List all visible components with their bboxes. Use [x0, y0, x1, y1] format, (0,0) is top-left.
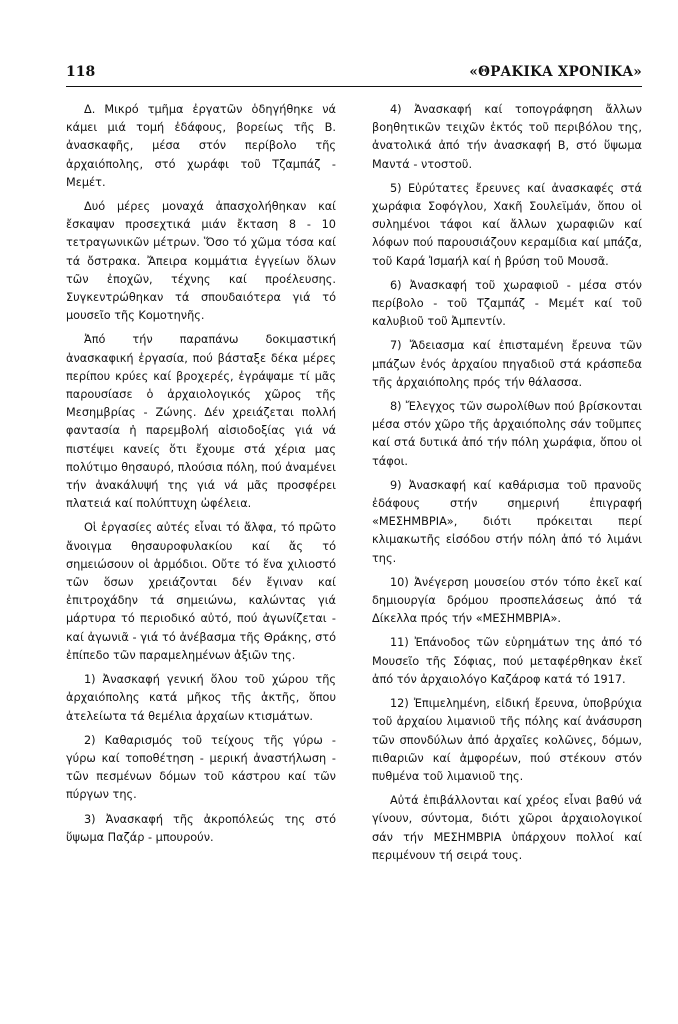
left-column — [66, 101, 336, 853]
page-header — [66, 64, 642, 84]
list-item: 9) Ἀνασκαφή καί καθάρισμα τοῦ πρανοῦς ἐδάφους στήν σημερινή ἐπιγραφή «ΜΕΣΗΜΒΡΙΑ», διότι πρόκειται περί κλιμακωτῆς εἰσόδου στήν πόλη ἀπό τό λιμάνι της. — [372, 478, 642, 565]
list-item: 10) Ἀνέγερση μουσείου στόν τόπο ἐκεῖ καί δημιουργία δρόμου προσπελάσεως ἀπό τά Δίκελλα πρός τήν «ΜΕΣΗΜΒΡΙΑ». — [372, 575, 642, 626]
page-number: 118 — [66, 64, 96, 80]
list-item: 7) Ἄδειασμα καί ἐπισταμένη ἔρευνα τῶν μπάζων ἑνός ἀρχαίου πηγαδιοῦ στά κράσπεδα τῆς ἀρχαιόπολης πρός τήν θάλασσα. — [372, 339, 642, 389]
list-item: 3) Ἀνασκαφή τῆς ἀκροπόλεώς της στό ὕψωμα Παζάρ - μπουρούν. — [66, 812, 336, 844]
journal-title: «ΘΡΑΚΙΚΑ ΧΡΟΝΙΚΑ» — [469, 64, 642, 80]
list-item: 5) Εὐρύτατες ἔρευνες καί ἀνασκαφές στά χωράφια Σοφόγλου, Χακῆ Σουλεϊμάν, ὅπου οἱ συλημένοι τάφοι καί ἄλλων χωραφιῶν καί λόφων πού παρουσιάζουν κεραμίδια καί μπάζα, τοῦ Καρά Ἰσμαήλ καί ἡ βρύση τοῦ Μουσᾶ. — [372, 181, 642, 268]
list-item: 11) Ἐπάνοδος τῶν εὑρημάτων της ἀπό τό Μουσεῖο τῆς Σόφιας, πού μεταφέρθηκαν ἐκεῖ ἀπό τόν ἀρχαιολόγο Καζάροφ κατά τό 1917. — [372, 636, 642, 686]
right-column — [372, 101, 642, 871]
list-item: 8) Ἔλεγχος τῶν σωρολίθων πού βρίσκονται μέσα στόν χῶρο τῆς ἀρχαιόπολης σάν τοῦμπες καί στά δυτικά ἀπό τήν πόλη χωράφια, ὅπου οἱ τάφοι. — [372, 400, 642, 468]
paragraph: Ἀπό τήν παραπάνω δοκιμαστική ἀνασκαφική ἐργασία, πού βάσταξε δέκα μέρες περίπου κρύες καί βροχερές, ἐγράψαμε τί μᾶς παρουσίασε ὁ ἀρχαιολογικός χῶρος τῆς Μεσημβρίας - Ζώνης. Δέν χρειάζεται πολλή φαντασία ἡ παρεμβολή αἰσιοδοξίας γιά νά πιστέψει κανείς ὅτι ἔχουμε στά χέρια μας πολύτιμο θησαυρό, πλούσια πόλη, πού ἀναμένει τήν ἀνακάλυψή της γιά νά μᾶς προσφέρει πλατειά καί πολύπτυχη ὠφέλεια. — [66, 333, 336, 511]
list-item: 2) Καθαρισμός τοῦ τείχους τῆς γύρω - γύρω καί τοποθέτηση - μερική ἀναστήλωση - τῶν πεσμένων δόμων τοῦ κάστρου καί τῶν πύργων της. — [66, 733, 336, 802]
paragraph: Δυό μέρες μοναχά ἀπασχολήθηκαν καί ἔσκαψαν προσεχτικά μιάν ἔκταση 8 - 10 τετραγωνικῶν μέτρων. Ὅσο τό χῶμα τόσα καί τά ὄστρακα. Ἄπειρα κομμάτια ἐγγείων ὅλων τῶν ἐποχῶν, τέχνης καί προέλευσης. Συγκεντρώθηκαν τά σπουδαιότερα γιά τό μουσεῖο τῆς Κομοτηνῆς. — [66, 200, 336, 323]
list-item: 4) Ἀνασκαφή καί τοπογράφηση ἄλλων βοηθητικῶν τειχῶν ἐκτός τοῦ περιβόλου της, ἀνατολικά ἀπό τήν ἀνασκαφή Β, στό ὕψωμα Μαντά - ντοστοῦ. — [372, 103, 642, 171]
paragraph: Αὐτά ἐπιβάλλονται καί χρέος εἶναι βαθύ νά γίνουν, σύντομα, διότι χῶροι ἀρχαιολογικοί σάν τήν ΜΕΣΗΜΒΡΙΑ ὑπάρχουν πολλοί καί περιμένουν τή σειρά τους. — [372, 794, 642, 862]
list-item: 6) Ἀνασκαφή τοῦ χωραφιοῦ - μέσα στόν περίβολο - τοῦ Τζαμπάζ - Μεμέτ καί τοῦ καλυβιοῦ τοῦ Ἀμπεντίν. — [372, 278, 642, 329]
paragraph: Οἱ ἐργασίες αὐτές εἶναι τό ἄλφα, τό πρῶτο ἄνοιγμα θησαυροφυλακίου καί ἄς τό σημειώσουν οἱ ἁρμόδιοι. Οὔτε τό ἕνα χιλιοστό τῶν ὅσων χρειάζονται δέν ἔγιναν καί ἐπιτροχάδην τά σημειώνω, καλώντας γιά μάρτυρα τό περιοδικό αὐτό, πού ἀγωνίζεται - καί ἀγωνιᾶ - γιά τό ἀνέβασμα τῆς Θράκης, στό ἐπίπεδο τῶν παραμελημένων ἀξιῶν της. — [66, 521, 336, 662]
list-item: 12) Ἐπιμελημένη, εἰδική ἔρευνα, ὑποβρύχια τοῦ ἀρχαίου λιμανιοῦ τῆς πόλης καί ἀνάσυρση τῶν σπονδύλων ἀπό ἀρχαῖες κολῶνες, δόμων, πιθαριῶν καί ἀμφορέων, πού στέκουν στόν πυθμένα τοῦ λιμανιοῦ της. — [372, 697, 642, 783]
paragraph: Δ. Μικρό τμῆμα ἐργατῶν ὁδηγήθηκε νά κάμει μιά τομή ἐδάφους, βορείως τῆς Β. ἀνασκαφῆς, μέσα στόν περίβολο τῆς ἀρχαιόπολης, στό χωράφι τοῦ Τζαμπάζ - Μεμέτ. — [66, 103, 336, 189]
list-item: 1) Ἀνασκαφή γενική ὅλου τοῦ χώρου τῆς ἀρχαιόπολης κατά μῆκος τῆς ἀκτῆς, ὅπου ἀτελείωτα τά θεμέλια ἀρχαίων κτισμάτων. — [66, 673, 336, 723]
header-rule — [66, 86, 642, 87]
